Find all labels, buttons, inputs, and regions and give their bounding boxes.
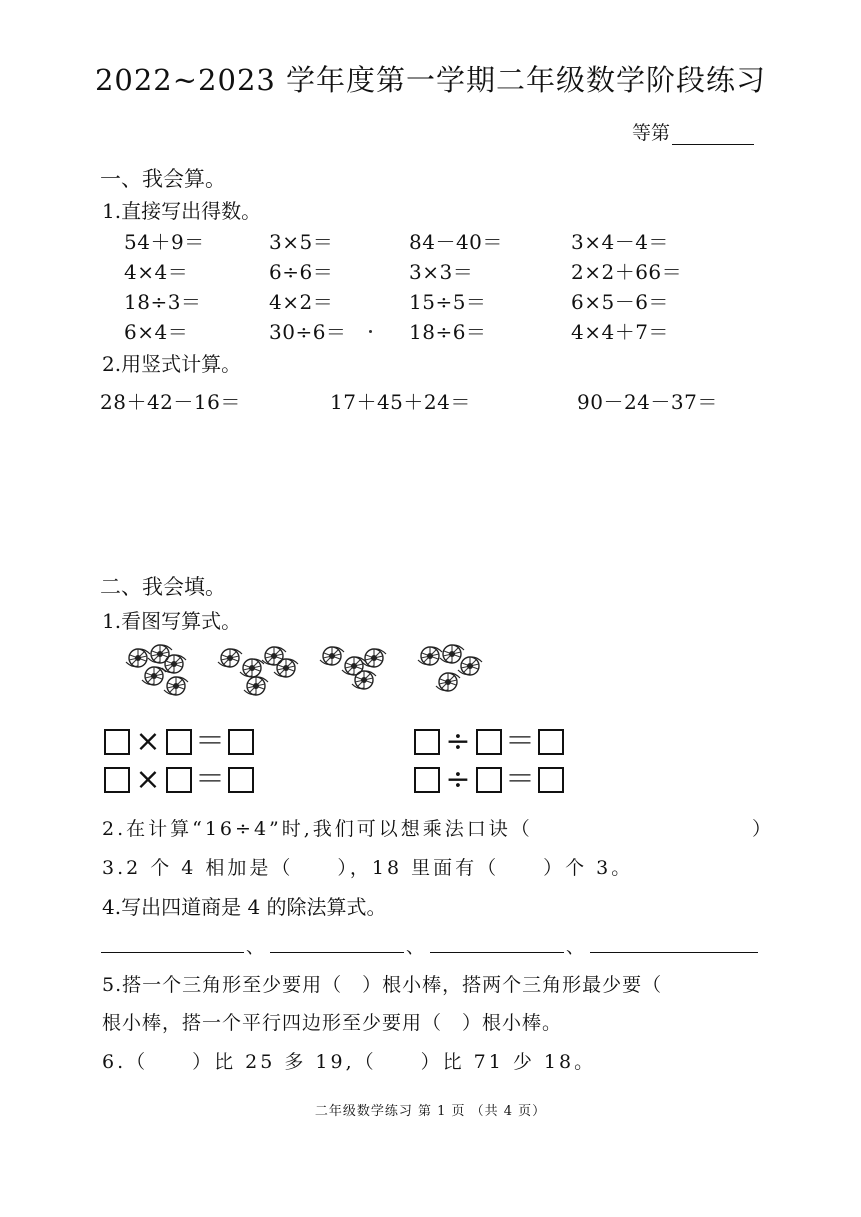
answer-box[interactable] [538,729,564,755]
calc-r0-c2: 84－40＝ [409,230,503,254]
calc-r1-c0: 4×4＝ [124,260,189,284]
vertical-calc-1: 28＋42－16＝ [100,390,241,414]
answer-line-1[interactable] [101,952,244,953]
q2-2-text: 2.在计算“16÷4”时,我们可以想乘法口诀（ [102,818,533,840]
mult-equation-1 [104,724,254,759]
equals-sign: ＝ [195,724,225,759]
calc-r2-c2: 15÷5＝ [409,290,487,314]
answer-line-4[interactable] [590,952,758,953]
calc-r1-c3: 2×2＋66＝ [571,260,683,284]
calc-r3-c2: 18÷6＝ [409,320,487,344]
div-equation-2 [414,762,564,797]
answer-box[interactable] [104,767,130,793]
flower-cluster-4 [418,645,482,691]
div-equation-1 [414,724,564,759]
stray-dot [369,330,372,333]
grade-blank[interactable] [672,126,754,145]
answer-box[interactable] [104,729,130,755]
calc-r2-c1: 4×2＝ [269,290,334,314]
answer-box[interactable] [538,767,564,793]
calc-r0-c0: 54＋9＝ [124,230,205,254]
section2-heading: 二、我会填。 [100,575,226,599]
equals-sign: ＝ [505,762,535,797]
divide-sign: ÷ [445,762,471,797]
answer-line-3[interactable] [430,952,564,953]
calc-r0-c1: 3×5＝ [269,230,334,254]
separator: 、 [246,937,264,958]
grade-field [632,118,754,145]
answer-box[interactable] [414,729,440,755]
calc-r3-c1: 30÷6＝ [269,320,347,344]
q2-3-text: 3.2 个 4 相加是（ ），18 里面有（ ）个 3。 [102,857,634,879]
flower-cluster-1 [126,645,188,695]
calc-r1-c2: 3×3＝ [409,260,474,284]
vertical-calc-2: 17＋45＋24＝ [330,390,471,414]
calc-r1-c1: 6÷6＝ [269,260,334,284]
times-sign: × [135,762,161,797]
q1-title: 1.直接写出得数。 [102,199,262,223]
calc-r3-c0: 6×4＝ [124,320,189,344]
answer-box[interactable] [166,767,192,793]
answer-line-2[interactable] [270,952,404,953]
q2-4-title: 4.写出四道商是 4 的除法算式。 [102,895,387,919]
answer-box[interactable] [228,729,254,755]
answer-box[interactable] [228,767,254,793]
calc-r2-c0: 18÷3＝ [124,290,202,314]
answer-box[interactable] [414,767,440,793]
q2-title: 2.用竖式计算。 [102,352,242,376]
flower-picture [118,640,488,702]
page-title: 2022~2023 学年度第一学期二年级数学阶段练习 [94,63,767,97]
q2-2-close: ） [752,818,775,840]
page-footer: 二年级数学练习 第 1 页 （共 4 页） [314,1104,547,1119]
calc-r2-c3: 6×5－6＝ [571,290,669,314]
grade-label: 等第 [632,122,671,144]
section1-heading: 一、我会算。 [100,167,226,191]
separator: 、 [566,937,584,958]
flower-cluster-2 [218,647,298,695]
q2-1-title: 1.看图写算式。 [102,609,242,633]
q2-5-line1: 5.搭一个三角形至少要用（ ）根小棒，搭两个三角形最少要（ [102,974,663,996]
mult-equation-2 [104,762,254,797]
answer-box[interactable] [476,729,502,755]
flower-cluster-3 [320,647,386,689]
separator: 、 [406,937,424,958]
answer-box[interactable] [476,767,502,793]
equals-sign: ＝ [505,724,535,759]
answer-box[interactable] [166,729,192,755]
q2-6-text: 6.（ ）比 25 多 19,（ ）比 71 少 18。 [102,1051,597,1073]
calc-r3-c3: 4×4＋7＝ [571,320,669,344]
calc-r0-c3: 3×4－4＝ [571,230,669,254]
q2-5-line2: 根小棒，搭一个平行四边形至少要用（ ）根小棒。 [102,1012,563,1034]
divide-sign: ÷ [445,724,471,759]
times-sign: × [135,724,161,759]
equals-sign: ＝ [195,762,225,797]
vertical-calc-3: 90－24－37＝ [577,390,718,414]
